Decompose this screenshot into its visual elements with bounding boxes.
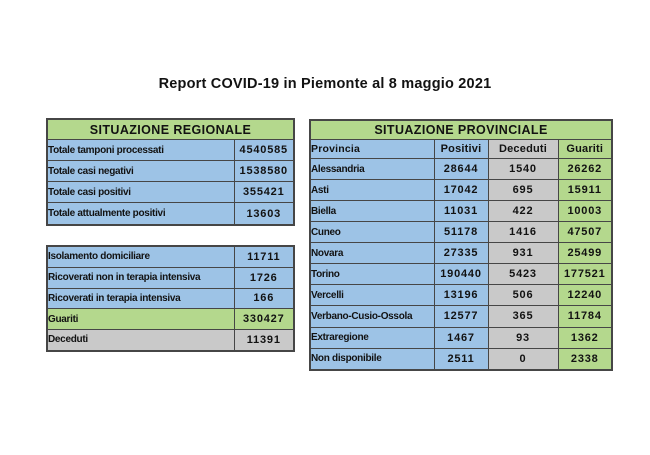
column-header-guariti: Guariti [558, 140, 612, 159]
row-label: Totale casi positivi [47, 182, 234, 203]
table-row [47, 161, 294, 182]
table-row-deceduti [47, 329, 294, 351]
row-value: 1538580 [234, 161, 294, 182]
provincial-table [309, 119, 613, 371]
cell-guariti: 1362 [558, 327, 612, 348]
table-row-guariti [47, 309, 294, 330]
cell-guariti: 47507 [558, 222, 612, 243]
cell-positivi: 28644 [434, 159, 488, 180]
table-header-row [47, 119, 294, 140]
regional-table-block1 [46, 118, 295, 226]
row-label: Ricoverati non in terapia intensiva [47, 267, 234, 288]
cell-guariti: 177521 [558, 264, 612, 285]
row-label: Totale casi negativi [47, 161, 234, 182]
cell-positivi: 13196 [434, 285, 488, 306]
cell-deceduti: 931 [488, 243, 558, 264]
cell-guariti: 2338 [558, 348, 612, 370]
cell-guariti: 12240 [558, 285, 612, 306]
row-value: 355421 [234, 182, 294, 203]
column-header-provincia: Provincia [310, 140, 434, 159]
cell-positivi: 11031 [434, 201, 488, 222]
row-value: 1726 [234, 267, 294, 288]
cell-provincia: Alessandria [310, 159, 434, 180]
row-label: Totale tamponi processati [47, 140, 234, 161]
row-label: Deceduti [47, 329, 234, 351]
cell-guariti: 25499 [558, 243, 612, 264]
cell-positivi: 12577 [434, 306, 488, 327]
cell-deceduti: 695 [488, 180, 558, 201]
cell-positivi: 1467 [434, 327, 488, 348]
table-row [310, 243, 612, 264]
column-header-row [310, 140, 612, 159]
page-title: Report COVID-19 in Piemonte al 8 maggio 2021 [158, 76, 492, 92]
row-label: Ricoverati in terapia intensiva [47, 288, 234, 309]
cell-guariti: 15911 [558, 180, 612, 201]
cell-guariti: 11784 [558, 306, 612, 327]
row-label: Totale attualmente positivi [47, 203, 234, 225]
cell-provincia: Biella [310, 201, 434, 222]
cell-deceduti: 5423 [488, 264, 558, 285]
regional-table-block2 [46, 245, 295, 352]
table-row [310, 180, 612, 201]
cell-positivi: 17042 [434, 180, 488, 201]
cell-provincia: Extraregione [310, 327, 434, 348]
cell-provincia: Asti [310, 180, 434, 201]
cell-deceduti: 422 [488, 201, 558, 222]
row-value: 11391 [234, 329, 294, 351]
table-row [310, 264, 612, 285]
provincial-table-title: SITUAZIONE PROVINCIALE [310, 120, 612, 140]
table-row [47, 203, 294, 225]
cell-provincia: Vercelli [310, 285, 434, 306]
cell-deceduti: 0 [488, 348, 558, 370]
cell-provincia: Novara [310, 243, 434, 264]
cell-positivi: 2511 [434, 348, 488, 370]
column-header-deceduti: Deceduti [488, 140, 558, 159]
row-value: 330427 [234, 309, 294, 330]
cell-deceduti: 1540 [488, 159, 558, 180]
table-row [47, 267, 294, 288]
cell-deceduti: 365 [488, 306, 558, 327]
cell-provincia: Non disponibile [310, 348, 434, 370]
cell-provincia: Cuneo [310, 222, 434, 243]
column-header-positivi: Positivi [434, 140, 488, 159]
table-row [47, 246, 294, 267]
table-row [47, 288, 294, 309]
table-row [310, 327, 612, 348]
table-row [310, 285, 612, 306]
cell-positivi: 27335 [434, 243, 488, 264]
table-row [310, 222, 612, 243]
row-label: Isolamento domiciliare [47, 246, 234, 267]
regional-table-title: SITUAZIONE REGIONALE [47, 119, 294, 140]
table-row [47, 182, 294, 203]
row-value: 4540585 [234, 140, 294, 161]
table-row [310, 306, 612, 327]
row-label: Guariti [47, 309, 234, 330]
row-value: 11711 [234, 246, 294, 267]
cell-guariti: 10003 [558, 201, 612, 222]
table-header-row [310, 120, 612, 140]
cell-provincia: Verbano-Cusio-Ossola [310, 306, 434, 327]
row-value: 13603 [234, 203, 294, 225]
row-value: 166 [234, 288, 294, 309]
cell-guariti: 26262 [558, 159, 612, 180]
table-row [310, 201, 612, 222]
cell-positivi: 190440 [434, 264, 488, 285]
table-row [47, 140, 294, 161]
cell-provincia: Torino [310, 264, 434, 285]
table-row [310, 159, 612, 180]
table-row [310, 348, 612, 370]
cell-deceduti: 93 [488, 327, 558, 348]
cell-positivi: 51178 [434, 222, 488, 243]
cell-deceduti: 1416 [488, 222, 558, 243]
cell-deceduti: 506 [488, 285, 558, 306]
